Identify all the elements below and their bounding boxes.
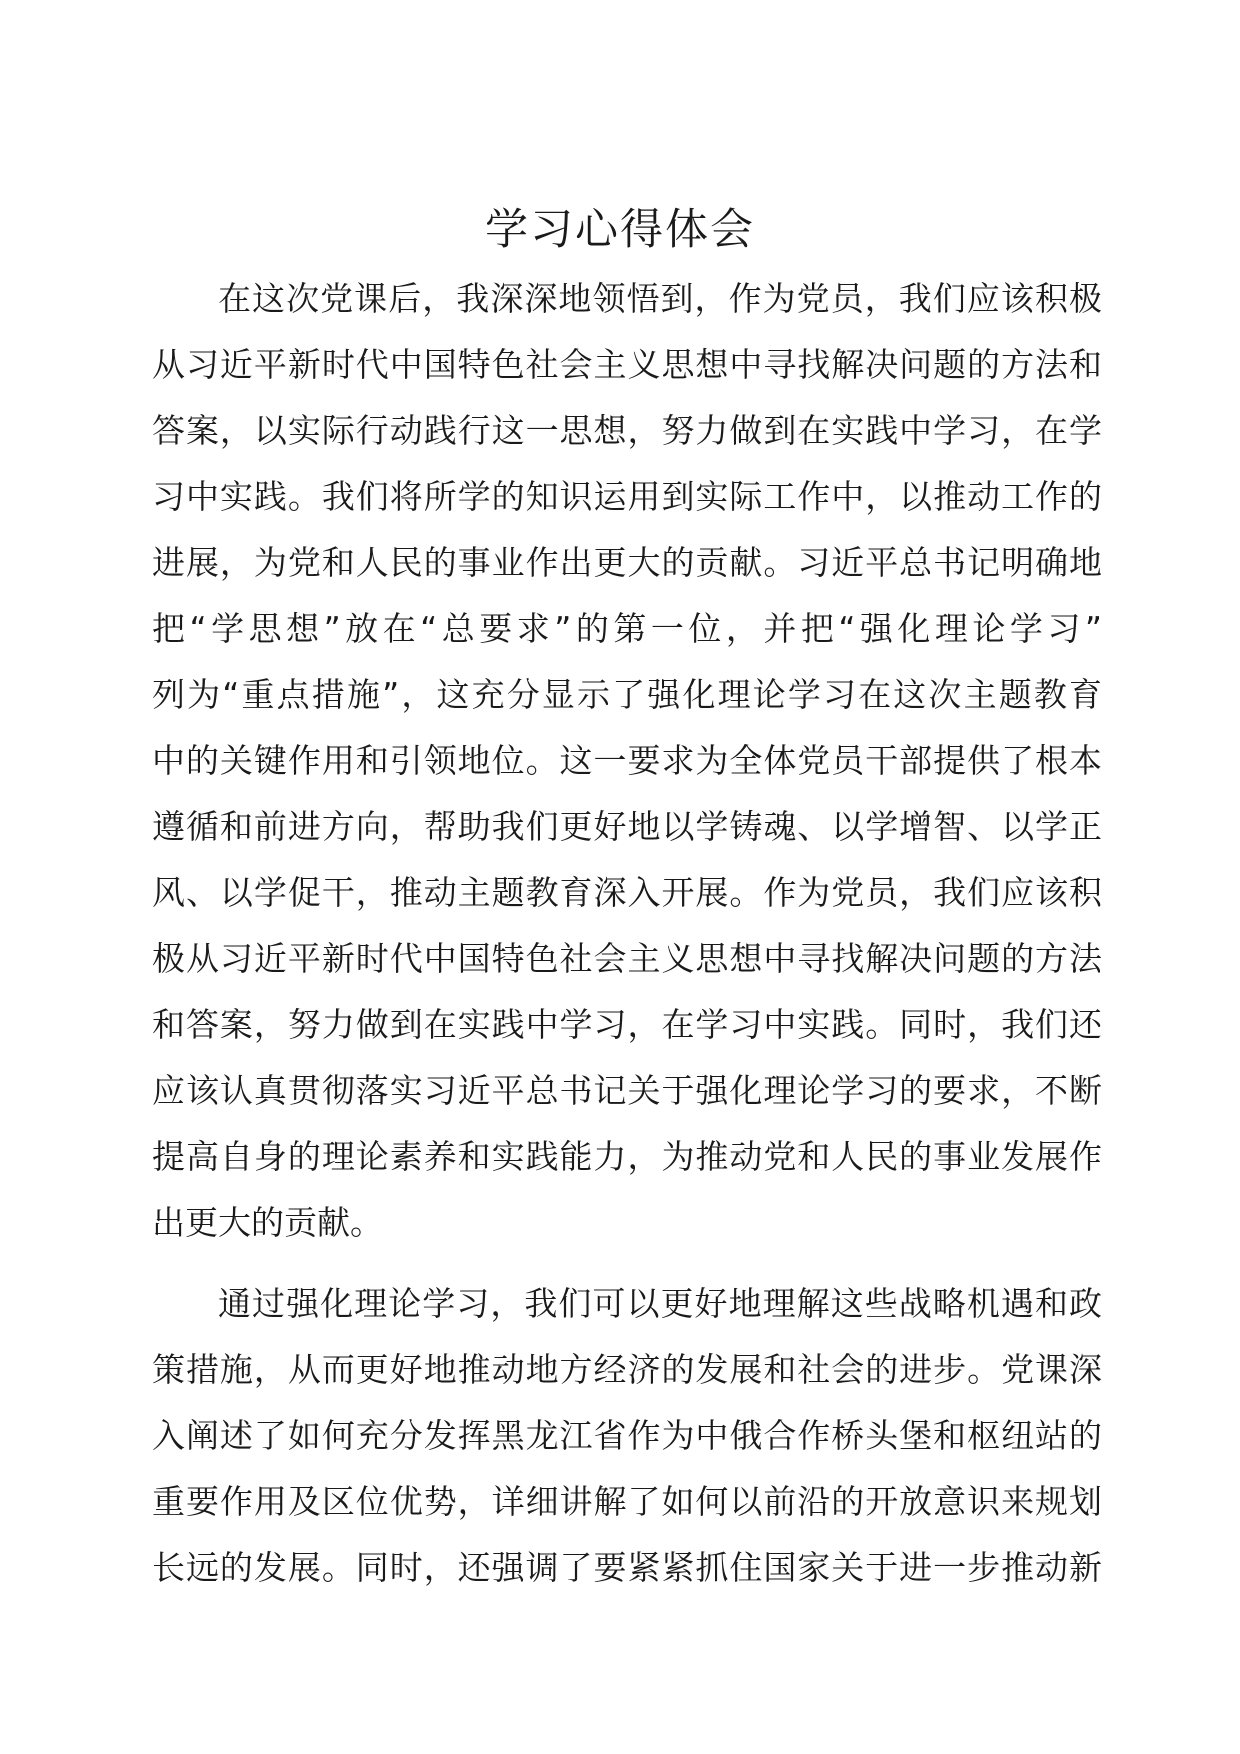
paragraph-line: 重要作用及区位优势，详细讲解了如何以前沿的开放意识来规划 <box>152 1482 1102 1521</box>
paragraph-line: 在这次党课后，我深深地领悟到，作为党员，我们应该积极 <box>218 279 1102 318</box>
paragraph-line: 进展，为党和人民的事业作出更大的贡献。习近平总书记明确地 <box>152 543 1102 582</box>
paragraph-line: 答案，以实际行动践行这一思想，努力做到在实践中学习，在学 <box>152 411 1102 450</box>
paragraph-spacer <box>152 1256 1102 1271</box>
document-body <box>152 266 1102 1601</box>
paragraph-line: 习中实践。我们将所学的知识运用到实际工作中，以推动工作的 <box>152 477 1102 516</box>
paragraph-line: 出更大的贡献。 <box>152 1203 383 1242</box>
paragraph-line: 通过强化理论学习，我们可以更好地理解这些战略机遇和政 <box>218 1284 1102 1323</box>
paragraph-line: 和答案，努力做到在实践中学习，在学习中实践。同时，我们还 <box>152 1005 1102 1044</box>
paragraph-line: 列为“重点措施”，这充分显示了强化理论学习在这次主题教育 <box>152 675 1102 714</box>
paragraph-1 <box>152 266 1102 1256</box>
paragraph-line: 中的关键作用和引领地位。这一要求为全体党员干部提供了根本 <box>152 741 1102 780</box>
paragraph-line: 策措施，从而更好地推动地方经济的发展和社会的进步。党课深 <box>152 1350 1102 1389</box>
paragraph-line: 遵循和前进方向，帮助我们更好地以学铸魂、以学增智、以学正 <box>152 807 1102 846</box>
paragraph-line: 极从习近平新时代中国特色社会主义思想中寻找解决问题的方法 <box>152 939 1102 978</box>
paragraph-2 <box>152 1271 1102 1601</box>
paragraph-line: 应该认真贯彻落实习近平总书记关于强化理论学习的要求，不断 <box>152 1071 1102 1110</box>
paragraph-line: 提高自身的理论素养和实践能力，为推动党和人民的事业发展作 <box>152 1137 1102 1176</box>
document-title: 学习心得体会 <box>485 205 755 255</box>
paragraph-line: 从习近平新时代中国特色社会主义思想中寻找解决问题的方法和 <box>152 345 1102 384</box>
paragraph-line: 风、以学促干，推动主题教育深入开展。作为党员，我们应该积 <box>152 873 1102 912</box>
paragraph-line: 长远的发展。同时，还强调了要紧紧抓住国家关于进一步推动新 <box>152 1548 1102 1587</box>
paragraph-line: 入阐述了如何充分发挥黑龙江省作为中俄合作桥头堡和枢纽站的 <box>152 1416 1102 1455</box>
paragraph-line: 把“学思想”放在“总要求”的第一位，并把“强化理论学习” <box>152 609 1102 648</box>
